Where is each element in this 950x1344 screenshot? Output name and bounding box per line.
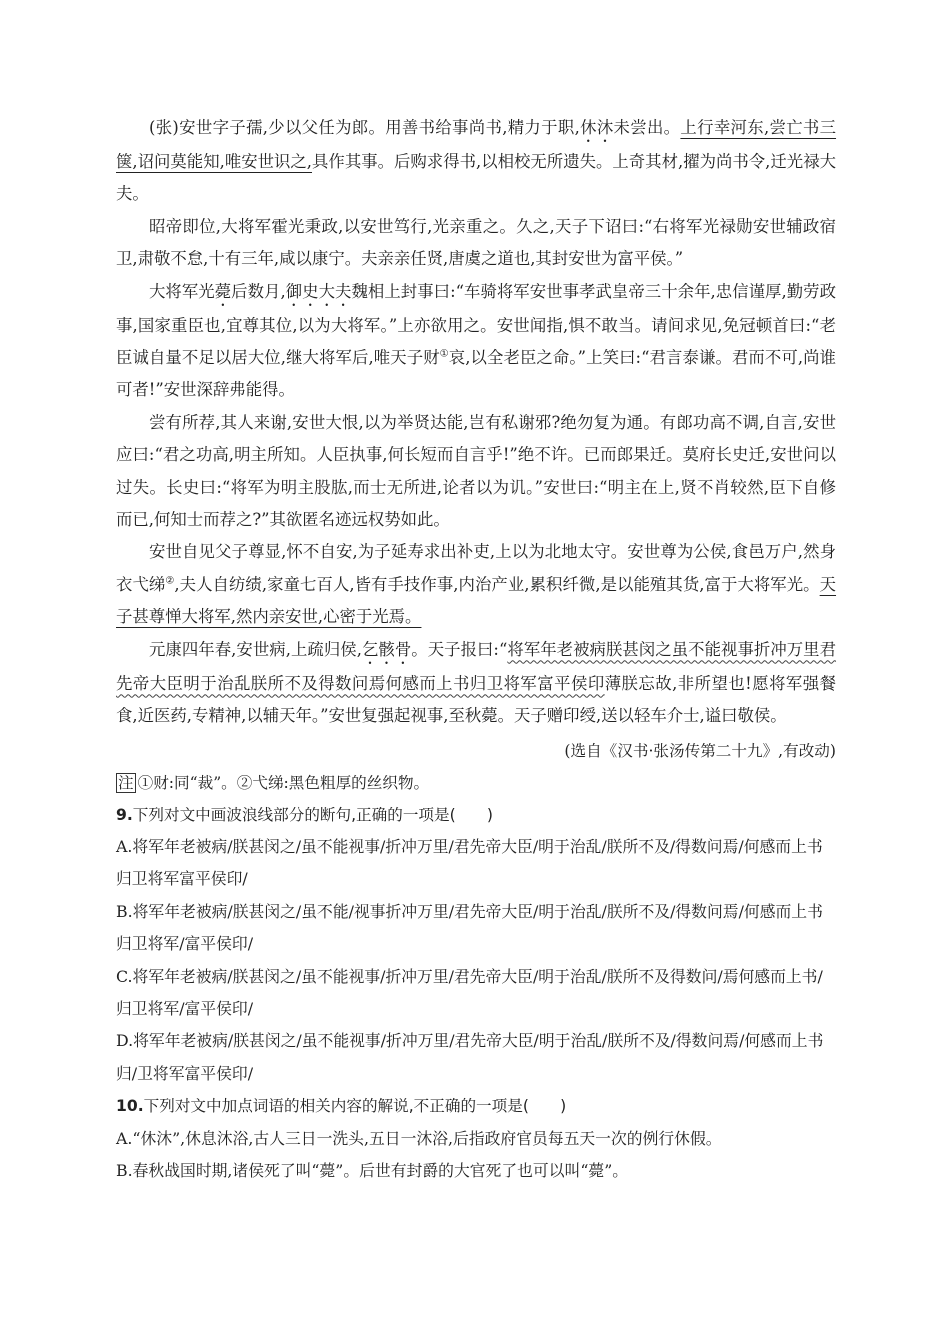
option-a[interactable]: A.“休沐”,休息沐浴,古人三日一洗头,五日一沐浴,后指政府官员每五天一次的例行休假。 (116, 1128, 722, 1148)
note-text: ①财:同“裁”。②弋绨:黑色粗厚的丝织物。 (137, 773, 430, 792)
question-stem (116, 1090, 836, 1122)
text-run: 魏相上封事曰:“车骑将军安世事孝武皇帝三十余年,忠信谨厚,勤劳政事,国家重臣也,宜尊其位,以为大将军。”上亦欲用之。安世闻指,惧不敢当。请间求见,免冠顿首曰:“老臣诚自量不足以居大位,继大将军后,唯天子财 (116, 281, 837, 368)
text-run: 。天子报曰:“ (411, 639, 508, 659)
text-run: 薄朕忘故,非所望也!愿将军强餐食,近医药,专精神,以辅天年。”安世复强起视事,至秋薨。天子赠印绶,送以轻车介士,谥曰敬侯。 (116, 673, 837, 726)
text-run: 安世自见父子尊显,怀不自安,为子延寿求出补吏,上以为北地太守。安世尊为公侯,食邑万户,然身衣弋绨 (116, 542, 836, 594)
option-c[interactable]: C.将军年老被病/朕甚闵之/虽不能视事/折冲万里/君先帝大臣/明于治乱/朕所不及得数问/焉何感而上书/归卫将军/富平侯印/ (116, 966, 823, 1018)
text-run: 具作其事。后购求得书,以相校无所遗失。上奇其材,擢为尚书令,迁光禄大夫。 (116, 152, 836, 204)
passage-paragraph-2: 昭帝即位,大将军霍光秉政,以安世笃行,光亲重之。久之,天子下诏曰:“右将军光禄勋安世辅政宿卫,肃敬不怠,十有三年,咸以康宁。夫亲亲任贤,唐虞之道也,其封安世为富平侯。” (116, 216, 836, 269)
text-run: 哀,以全老臣之命。”上笑曰:“君言泰谦。君而不可,尚谁可者!”安世深辞弗能得。 (116, 348, 837, 400)
underlined-sentence-1: 上行幸河东,尝亡书三箧,诏问莫能知,唯安世识之, (116, 118, 837, 171)
wavy-underlined-sentence: 将军年老被病朕甚闵之虽不能视事折冲万里君先帝大臣明于治乱朕所不及得数问焉何感而上书归卫将军富平侯印 (116, 639, 837, 693)
option-a[interactable]: A.将军年老被病/朕甚闵之/虽不能视事/折冲万里/君先帝大臣/明于治乱/朕所不及/得数问焉/何感而上书归卫将军富平侯印/ (116, 836, 823, 889)
question-9 (116, 799, 836, 1091)
text-run: 未尝出。 (613, 118, 681, 137)
passage-paragraph-1 (116, 112, 836, 211)
text-run: 元康四年春,安世病,上疏归侯, (149, 639, 362, 659)
question-stem (116, 799, 836, 831)
passage-paragraph-5 (116, 536, 836, 633)
option-b[interactable]: B.将军年老被病/朕甚闵之/虽不能/视事折冲万里/君先帝大臣/明于治乱/朕所不及/得数问焉/何感而上书归卫将军/富平侯印/ (116, 901, 823, 954)
footnote-ref-2: ② (165, 575, 175, 587)
dotted-term-hong: 薨 (214, 281, 232, 301)
passage-paragraph-4: 尝有所荐,其人来谢,安世大恨,以为举贤达能,岂有私谢邪?绝勿复为通。有郎功高不调,自言,安世应曰:“君之功高,明主所知。人臣执事,何长短而自言乎!”绝不许。已而郎果迁。莫府长史迁,安世问以过失。长史曰:“将军为明主股肱,而士无所进,论者以为讥。”安世曰:“明主在上,贤不肖较然,臣下自修而已,何知士而荐之?”其欲匿名迹远权势如此。 (116, 412, 836, 530)
text-run: ,夫人自纺绩,家童七百人,皆有手技作事,内治产业,累积纤微,是以能殖其货,富于大将军光。 (174, 574, 820, 594)
question-10 (116, 1090, 836, 1187)
question-number: 9. (116, 805, 133, 824)
note-label: 注 (118, 773, 134, 792)
passage-paragraph-3 (116, 276, 836, 407)
passage-paragraph-6 (116, 634, 836, 733)
dotted-term-yushidafu: 御史大夫 (285, 281, 352, 301)
footnotes (116, 767, 836, 799)
source-citation: (选自《汉书·张汤传第二十九》,有改动) (564, 741, 836, 760)
text-run: (张)安世字子孺,少以父任为郎。用善书给事尚书,精力于职, (149, 118, 580, 137)
underlined-sentence-2: 天子甚尊惮大将军,然内亲安世,心密于光焉。 (116, 574, 837, 627)
document-page (116, 112, 836, 1187)
dotted-term-qihaigu: 乞骸骨 (361, 639, 412, 659)
text-run: 后数月, (231, 281, 286, 301)
footnote-ref-1: ① (439, 348, 449, 360)
dotted-term-xiumu: 休沐 (579, 118, 614, 137)
text-run: 大将军光 (149, 281, 215, 301)
question-number: 10. (116, 1097, 144, 1116)
question-text: 下列对文中加点词语的相关内容的解说,不正确的一项是( ) (143, 1097, 567, 1116)
option-d[interactable]: D.将军年老被病/朕甚闵之/虽不能视事/折冲万里/君先帝大臣/明于治乱/朕所不及/得数问焉/何感而上书归/卫将军富平侯印/ (116, 1031, 824, 1083)
question-text: 下列对文中画波浪线部分的断句,正确的一项是( ) (132, 805, 493, 824)
option-b[interactable]: B.春秋战国时期,诸侯死了叫“薨”。后世有封爵的大官死了也可以叫“薨”。 (116, 1160, 629, 1180)
